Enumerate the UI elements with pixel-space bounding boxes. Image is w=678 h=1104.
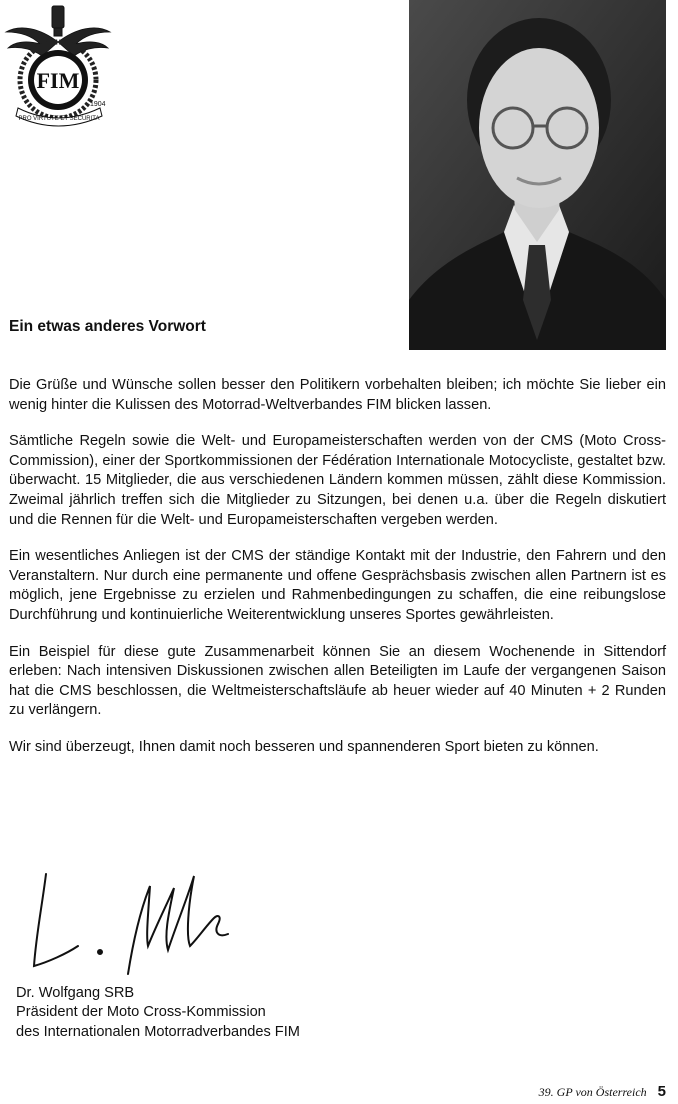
portrait-photo: [409, 0, 666, 350]
page-heading: Ein etwas anderes Vorwort: [9, 318, 206, 335]
paragraph: Sämtliche Regeln sowie die Welt- und Europameisterschaften werden von der CMS (Moto Cross-Commission), einer der Sportkommissionen der Fédération Internationale Motocycliste, gestaltet bzw. überwacht. 15 Mitglieder, die aus verschiedenen Ländern kommen müssen, zählt diese Kommission. Zweimal jährlich treffen sich die Mitglieder zu Sitzungen, bei denen u.a. über die Regeln diskutiert und die Rennen für die Welt- und Europameisterschaften vergeben werden.: [9, 433, 666, 528]
page-footer: [539, 1083, 666, 1100]
paragraph: Ein wesentliches Anliegen ist der CMS der ständige Kontakt mit der Industrie, den Fahrern und den Veranstaltern. Nur durch eine permanente und offene Gesprächsbasis zwischen allen Partnern ist es möglich, jene Ergebnisse zu erzielen und Rahmenbedingungen zu schaffen, die eine reibungslose Durchführung und kontinuierliche Weiterentwicklung unseres Sportes gewährleisten.: [9, 548, 666, 623]
paragraph: Wir sind überzeugt, Ihnen damit noch besseren und spannenderen Sport bieten zu können.: [9, 738, 599, 755]
fim-logo: [4, 2, 112, 130]
paragraph: Die Grüße und Wünsche sollen besser den Politikern vorbehalten bleiben; ich möchte Sie lieber ein wenig hinter die Kulissen des Motorrad-Weltverbandes FIM blicken lassen.: [9, 377, 666, 413]
publication-title: 39. GP von Österreich: [538, 1085, 647, 1099]
logo-text: FIM: [36, 68, 80, 93]
paragraph: Ein Beispiel für diese gute Zusammenarbeit können Sie an diesem Wochenende in Sittendorf erleben: Nach intensiven Diskussionen zwischen allen Beteiligten im Laufe der vergangenen Saison hat die CMS beschlossen, die Weltmeisterschaftsläufe ab heuer wieder auf 40 Minuten + 2 Runden zu verlängern.: [9, 643, 666, 719]
foreword-body: [9, 376, 666, 775]
logo-motto: PRO VIRTUTE ET SECURITA: [18, 116, 100, 122]
signer-name: Dr. Wolfgang SRB: [16, 985, 135, 1001]
page-number: 5: [657, 1083, 666, 1100]
signature-block: [16, 984, 300, 1042]
signer-organization: des Internationalen Motorradverbandes FIM: [16, 1023, 300, 1040]
logo-year: 1904: [90, 101, 106, 108]
signer-role: Präsident der Moto Cross-Kommission: [16, 1004, 266, 1021]
handwritten-signature: [18, 866, 248, 978]
